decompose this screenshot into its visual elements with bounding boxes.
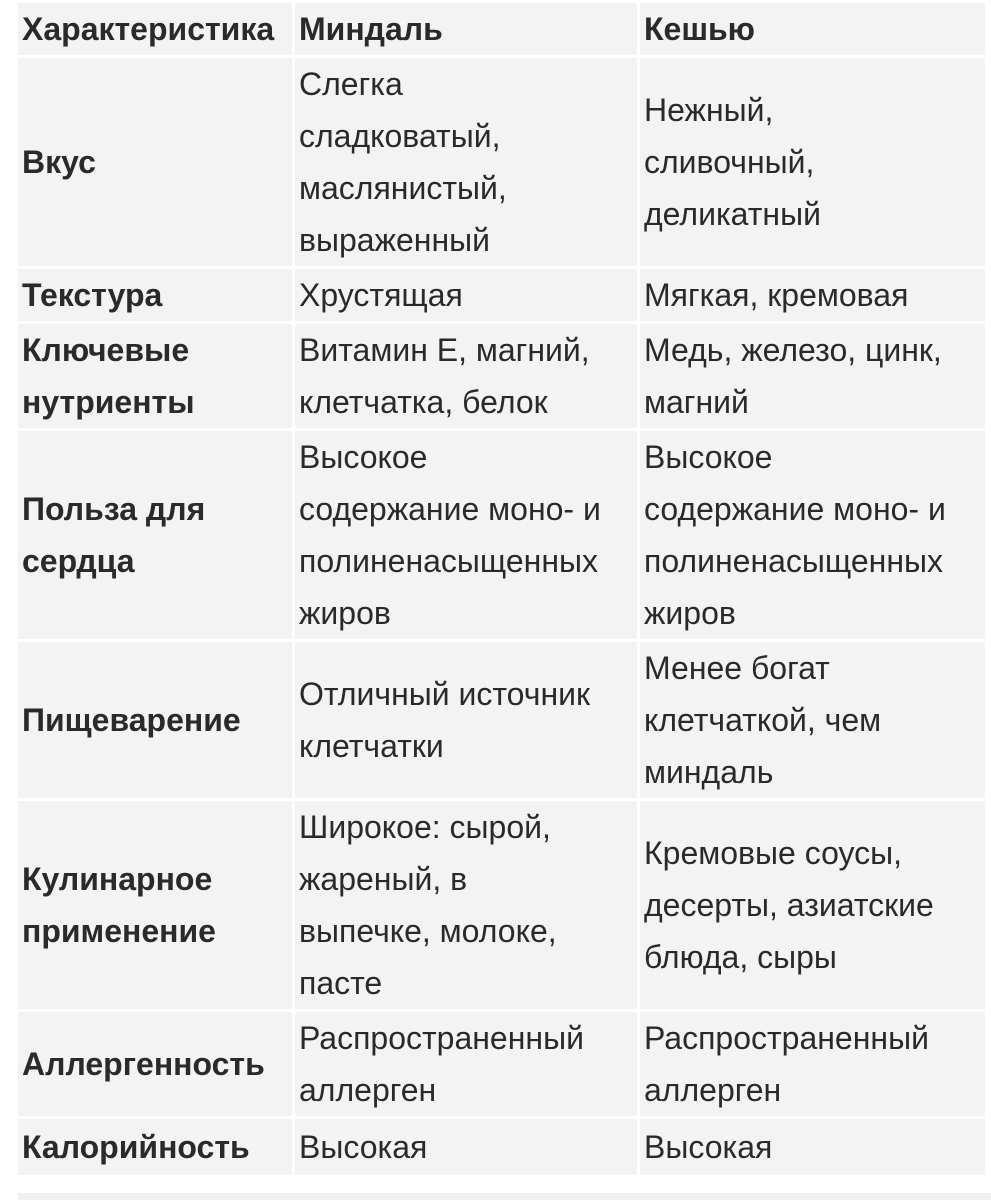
row-feature-cell xyxy=(18,58,292,266)
cell-text-line: сливочный, xyxy=(644,144,815,180)
header-almond: Миндаль xyxy=(295,3,637,55)
row-feature-cell xyxy=(18,801,292,1009)
cell-text-line: пасте xyxy=(299,965,383,1001)
cell-text-line: Высокое xyxy=(299,439,428,475)
row-feature-cell xyxy=(18,324,292,428)
cell-text-line: аллерген xyxy=(644,1072,782,1108)
cell-text-line: аллерген xyxy=(299,1072,437,1108)
row-feature-cell xyxy=(18,269,292,321)
table-row xyxy=(18,269,985,321)
cell-text-line: Отличный источник xyxy=(299,676,590,712)
cell-text-line: жиров xyxy=(644,595,736,631)
cell-text-line: Кулинарное xyxy=(22,861,213,897)
cell-text-line: клетчатка, белок xyxy=(299,384,548,420)
cell-text-line: клетчатки xyxy=(299,728,444,764)
cell-text-line: магний xyxy=(644,384,749,420)
row-almond-cell xyxy=(295,1012,637,1116)
cell-text-line: содержание моно- и xyxy=(644,491,946,527)
cell-text-line: Кремовые соусы, xyxy=(644,835,903,871)
row-cashew-cell xyxy=(640,324,985,428)
row-feature-cell xyxy=(18,431,292,639)
cell-text-line: Широкое: сырой, xyxy=(299,809,551,845)
row-almond-cell xyxy=(295,324,637,428)
row-cashew-cell xyxy=(640,269,985,321)
row-feature-cell xyxy=(18,1012,292,1116)
cell-text-line: миндаль xyxy=(644,754,774,790)
cell-text-line: Слегка xyxy=(299,66,403,102)
cell-text-line: Аллергенность xyxy=(22,1046,265,1082)
comparison-table-container xyxy=(18,0,991,1193)
cell-text-line: полиненасыщенных xyxy=(299,543,599,579)
cell-text-line: Медь, железо, цинк, xyxy=(644,332,942,368)
row-almond-cell xyxy=(295,58,637,266)
cell-text-line: выпечке, молоке, xyxy=(299,913,557,949)
cell-text-line: Ключевые xyxy=(22,332,190,368)
row-almond-cell xyxy=(295,801,637,1009)
cell-text-line: Менее богат xyxy=(644,650,830,686)
table-row xyxy=(18,58,985,266)
cell-text-line: Витамин Е, магний, xyxy=(299,332,590,368)
cell-text-line: клетчаткой, чем xyxy=(644,702,882,738)
row-almond-cell xyxy=(295,642,637,798)
cell-text-line: нутриенты xyxy=(22,384,195,420)
comparison-table xyxy=(15,0,988,1178)
row-cashew-cell xyxy=(640,431,985,639)
cell-text-line: Польза для xyxy=(22,491,206,527)
row-cashew-cell xyxy=(640,801,985,1009)
cell-text-line: Высокая xyxy=(644,1129,773,1165)
row-feature-cell xyxy=(18,1119,292,1175)
row-almond-cell xyxy=(295,431,637,639)
cell-text-line: содержание моно- и xyxy=(299,491,601,527)
cell-text-line: Высокая xyxy=(299,1129,428,1165)
row-cashew-cell xyxy=(640,642,985,798)
row-cashew-cell xyxy=(640,1119,985,1175)
cell-text-line: Хрустящая xyxy=(299,277,463,313)
cell-text-line: Распространенный xyxy=(299,1020,584,1056)
header-cashew: Кешью xyxy=(640,3,985,55)
cell-text-line: Вкус xyxy=(22,144,96,180)
cell-text-line: жареный, в xyxy=(299,861,468,897)
table-row xyxy=(18,431,985,639)
cell-text-line: Мягкая, кремовая xyxy=(644,277,909,313)
cell-text-line: Текстура xyxy=(22,277,163,313)
table-row xyxy=(18,1119,985,1175)
cell-text-line: деликатный xyxy=(644,196,821,232)
row-almond-cell xyxy=(295,269,637,321)
table-row xyxy=(18,324,985,428)
cell-text-line: десерты, азиатские xyxy=(644,887,934,923)
cell-text-line: Нежный, xyxy=(644,92,774,128)
cell-text-line: маслянистый, xyxy=(299,170,507,206)
bottom-divider xyxy=(18,1193,991,1200)
row-cashew-cell xyxy=(640,58,985,266)
table-header-row xyxy=(18,3,985,55)
cell-text-line: сладковатый, xyxy=(299,118,501,154)
row-cashew-cell xyxy=(640,1012,985,1116)
table-row xyxy=(18,642,985,798)
table-row xyxy=(18,1012,985,1116)
cell-text-line: блюда, сыры xyxy=(644,939,837,975)
row-feature-cell xyxy=(18,642,292,798)
cell-text-line: Высокое xyxy=(644,439,773,475)
cell-text-line: Распространенный xyxy=(644,1020,929,1056)
cell-text-line: жиров xyxy=(299,595,391,631)
cell-text-line: Калорийность xyxy=(22,1129,250,1165)
table-row xyxy=(18,801,985,1009)
cell-text-line: Пищеварение xyxy=(22,702,241,738)
row-almond-cell xyxy=(295,1119,637,1175)
cell-text-line: полиненасыщенных xyxy=(644,543,944,579)
cell-text-line: применение xyxy=(22,913,216,949)
cell-text-line: сердца xyxy=(22,543,135,579)
header-feature: Характеристика xyxy=(18,3,292,55)
cell-text-line: выраженный xyxy=(299,222,491,258)
